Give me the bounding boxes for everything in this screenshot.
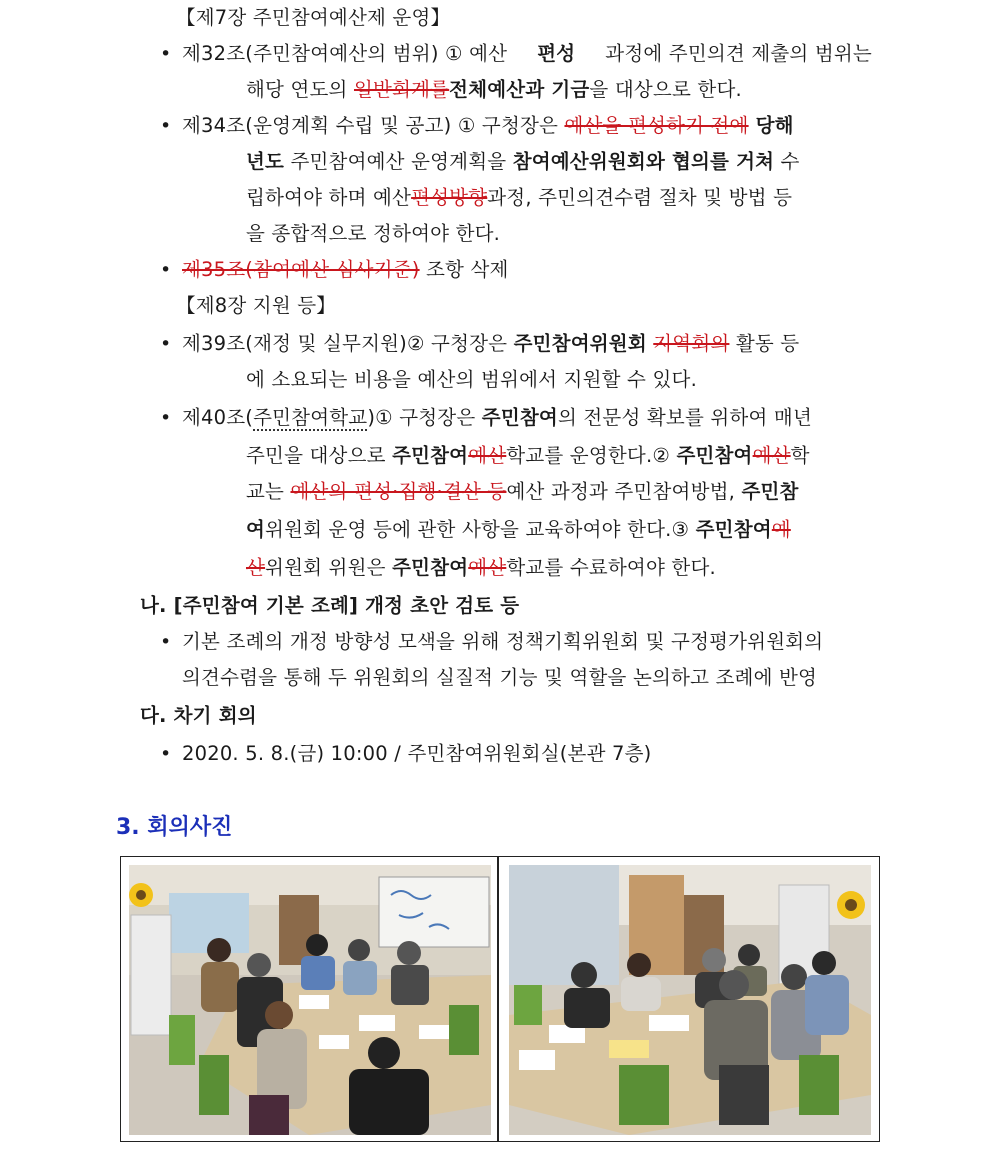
deleted-text: 예산	[468, 444, 507, 467]
bullet-marker: •	[160, 743, 172, 765]
art40-line3: 교는 예산의 편성·집행·결산 등예산 과정과 주민참여방법, 주민참	[246, 480, 799, 503]
chapter8-heading: 【제8장 지원 등】	[176, 294, 336, 317]
chapter7-heading: 【제7장 주민참여예산제 운영】	[176, 6, 451, 29]
bullet-marker: •	[160, 115, 172, 137]
deleted-text: 산	[246, 556, 266, 579]
bullet-marker: •	[160, 631, 172, 653]
section-da-heading: 다. 차기 회의	[140, 704, 257, 727]
section-na-line2: 의견수렴을 통해 두 위원회의 실질적 기능 및 역할을 논의하고 조례에 반영	[182, 666, 818, 689]
meeting-photo-left	[129, 865, 491, 1135]
bullet-marker: •	[160, 259, 172, 281]
art40-line1: 제40조(주민참여학교)① 구청장은 주민참여의 전문성 확보를 위하여 매년	[182, 406, 812, 429]
photos-section-title: 3. 회의사진	[116, 815, 233, 840]
art34-line2: 년도 주민참여예산 운영계획을 참여예산위원회와 협의를 거쳐 수	[246, 150, 800, 173]
deleted-text: 일반회계를	[353, 78, 450, 101]
photo-divider	[497, 857, 499, 1141]
art34-line4: 을 종합적으로 정하여야 한다.	[246, 222, 501, 245]
art40-line4: 여위원회 운영 등에 관한 사항을 교육하여야 한다.③ 주민참여예	[246, 518, 791, 541]
art32-line1: 제32조(주민참여예산의 범위) ① 예산 편성 과정에 주민의견 제출의 범위는	[182, 42, 872, 65]
deleted-text: 예산의 편성·집행·결산 등	[290, 480, 507, 503]
art35-line: 제35조(참여예산 심사기준) 조항 삭제	[182, 258, 509, 281]
art34-line1: 제34조(운영계획 수립 및 공고) ① 구청장은 예산을 편성하기 전에 당해	[182, 114, 794, 137]
section-na-heading: 나. [주민참여 기본 조례] 개정 초안 검토 등	[140, 594, 520, 617]
bullet-marker: •	[160, 43, 172, 65]
bullet-marker: •	[160, 333, 172, 355]
art39-line1: 제39조(재정 및 실무지원)② 구청장은 주민참여위원회 지역회의 활동 등	[182, 332, 800, 355]
section-da-line1: 2020. 5. 8.(금) 10:00 / 주민참여위원회실(본관 7층)	[182, 742, 652, 765]
art40-line5: 산위원회 위원은 주민참여예산학교를 수료하여야 한다.	[246, 556, 716, 579]
deleted-text: 예산을 편성하기 전에	[564, 114, 749, 137]
bullet-marker: •	[160, 407, 172, 429]
deleted-text: 지역회의	[653, 332, 730, 355]
deleted-text: 제35조(참여예산 심사기준)	[182, 258, 420, 281]
meeting-photo-right	[509, 865, 871, 1135]
deleted-text: 예산	[752, 444, 791, 467]
deleted-text: 예산	[468, 556, 507, 579]
deleted-text: 예	[771, 518, 791, 541]
art39-line2: 에 소요되는 비용을 예산의 범위에서 지원할 수 있다.	[246, 368, 697, 391]
section-na-line1: 기본 조례의 개정 방향성 모색을 위해 정책기획위원회 및 구정평가위원회의	[182, 630, 824, 653]
art32-line2: 해당 연도의 일반회계를전체예산과 기금을 대상으로 한다.	[246, 78, 742, 101]
art34-line3: 립하여야 하며 예산편성방향과정, 주민의견수렴 절차 및 방법 등	[246, 186, 793, 209]
photo-table	[120, 856, 880, 1142]
art40-line2: 주민을 대상으로 주민참여예산학교를 운영한다.② 주민참여예산학	[246, 444, 810, 467]
deleted-text: 편성방향	[411, 186, 488, 209]
